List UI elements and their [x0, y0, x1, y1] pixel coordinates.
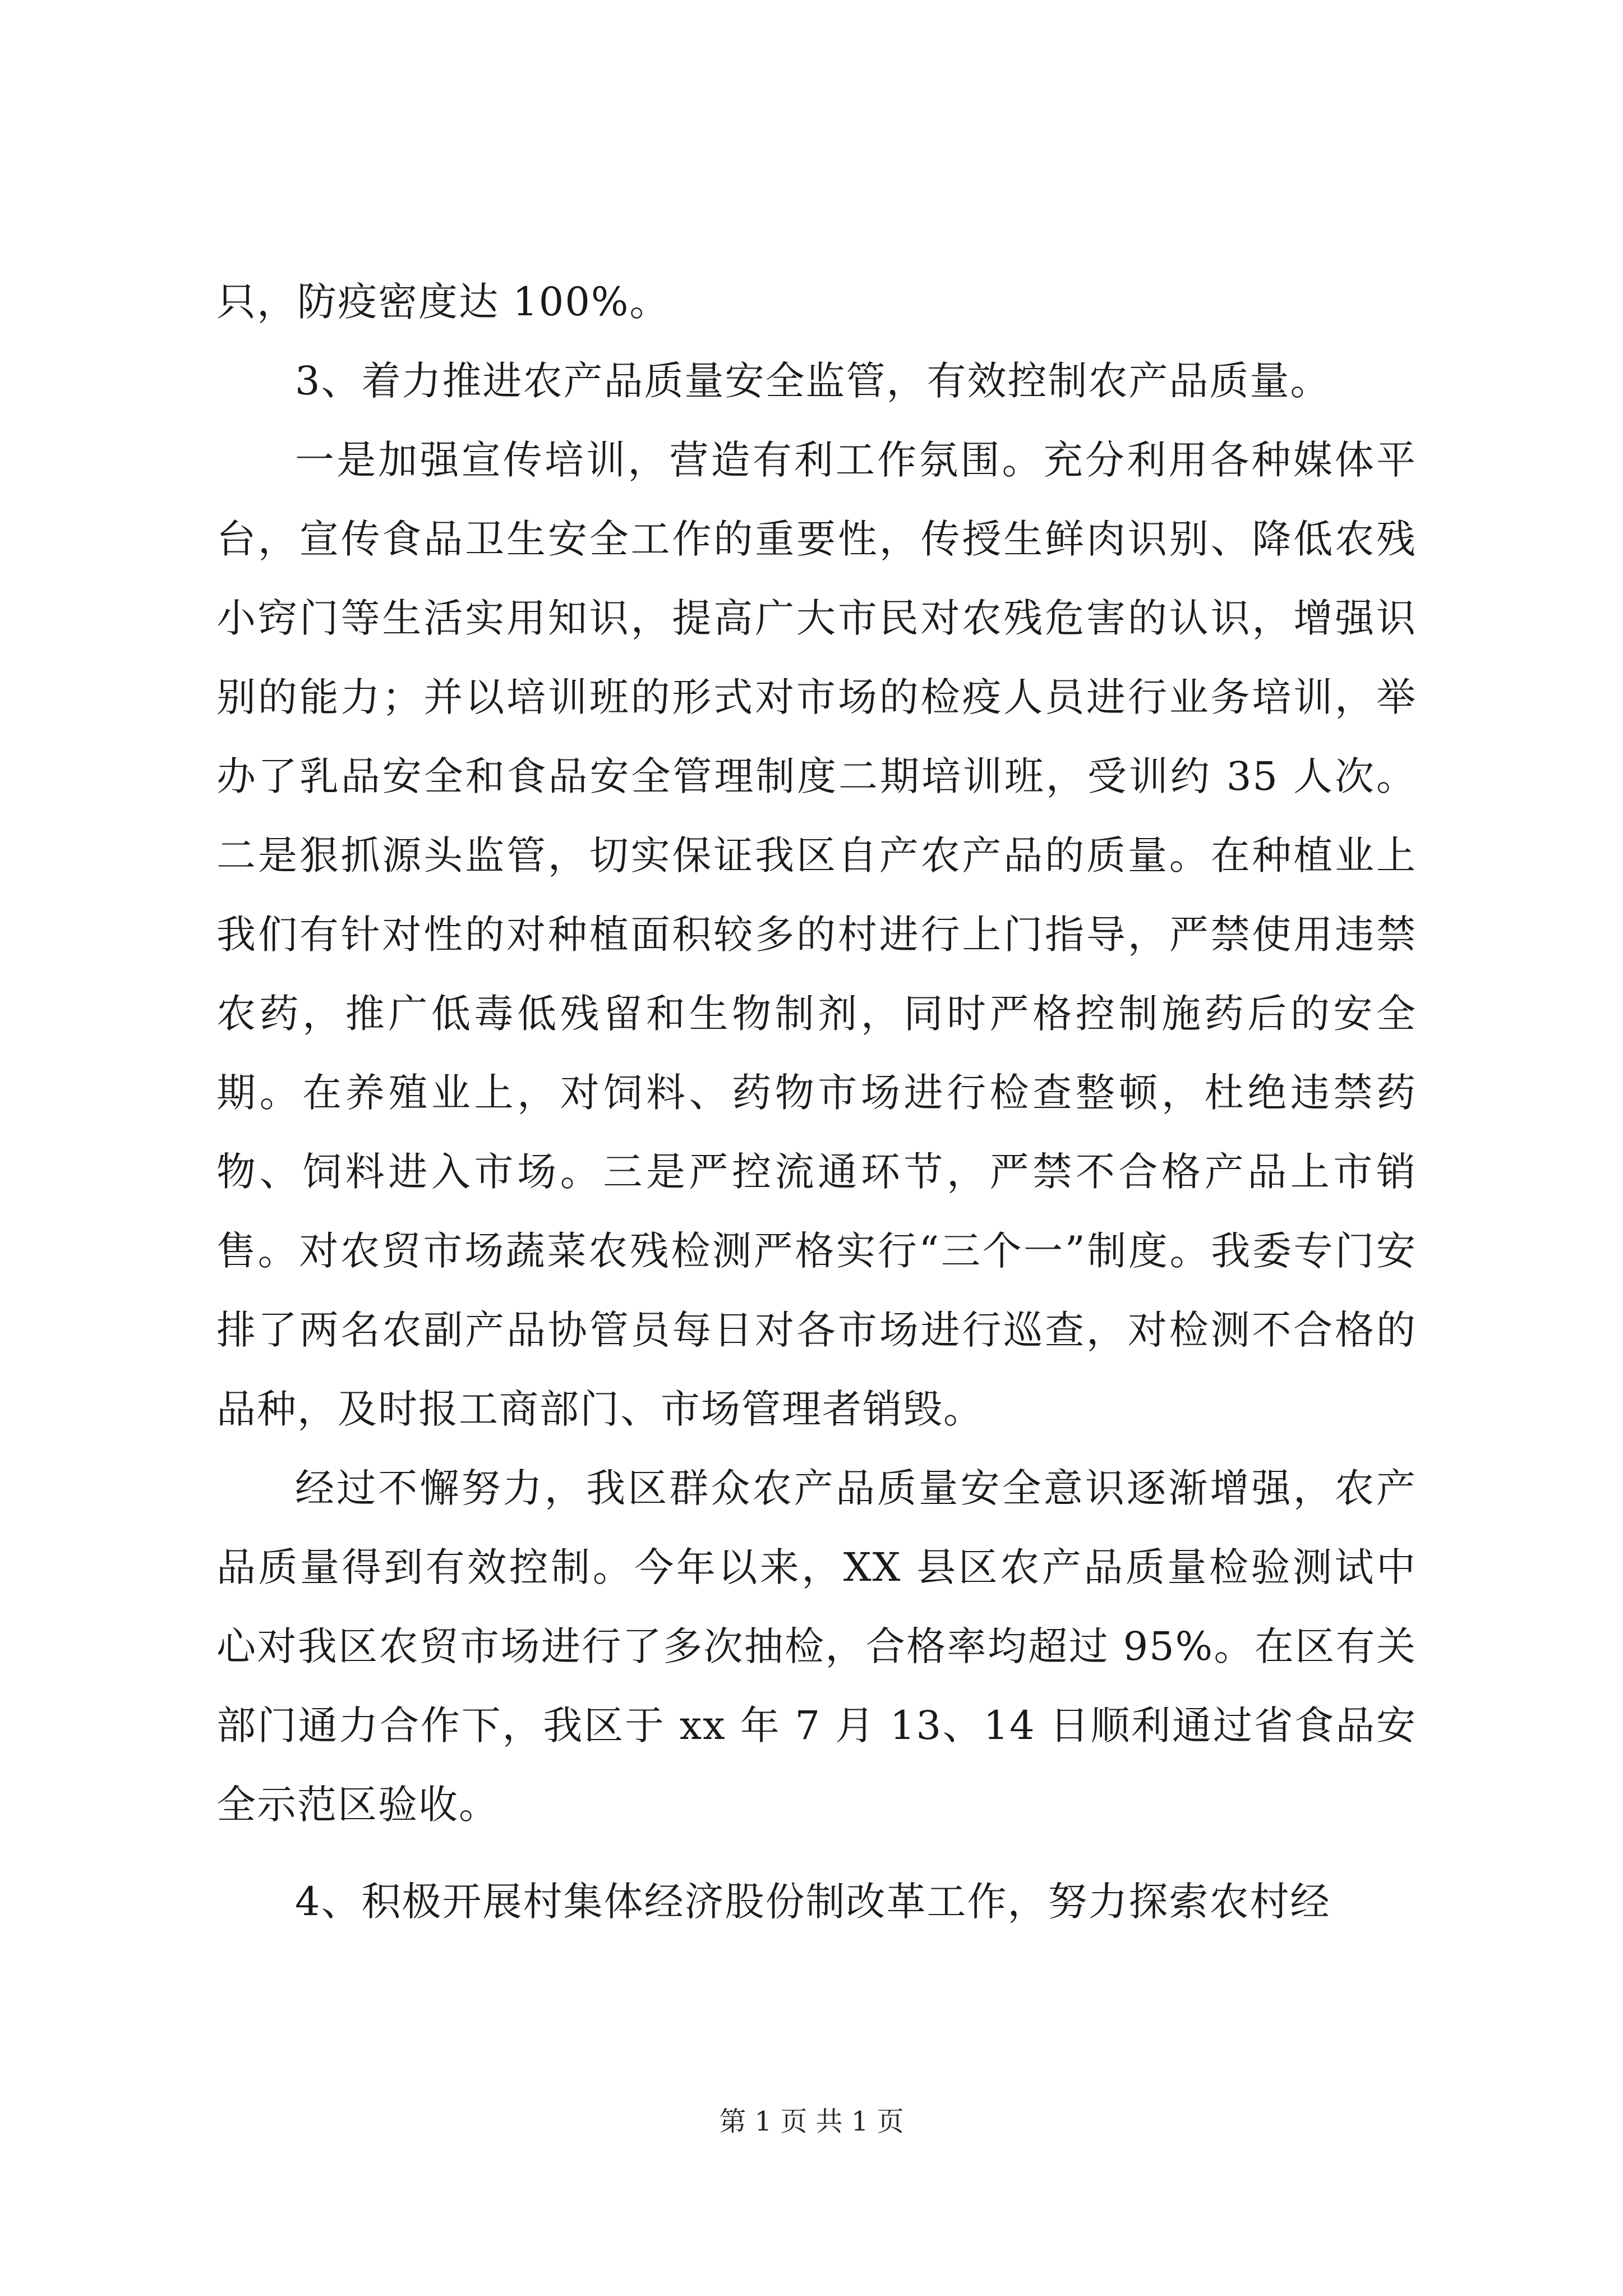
page-footer: 第 1 页 共 1 页	[719, 2106, 904, 2137]
paragraph-continuation: 只，防疫密度达 100%。	[216, 279, 670, 325]
paragraph-training-supervision: 一是加强宣传培训，营造有利工作氛围。充分利用各种媒体平台，宣传食品卫生安全工作的重要性，传授生鲜肉识别、降低农残小窍门等生活实用知识，提高广大市民对农残危害的认识，增强识别的能力；并以培训班的形式对市场的检疫人员进行业务培训，举办了乳品安全和食品安全管理制度二期培训班，受训约 35 人次。二是狠抓源头监管，切实保证我区自产农产品的质量。在种植业上我们有针对性的对种植面积较多的村进行上门指导，严禁使用违禁农药，推广低毒低残留和生物制剂，同时严格控制施药后的安全期。在养殖业上，对饲料、药物市场进行检查整顿，杜绝违禁药物、饲料进入市场。三是严控流通环节，严禁不合格产品上市销售。对农贸市场蔬菜农残检测严格实行“三个一”制度。我委专门安排了两名农副产品协管员每日对各市场进行巡查，对检测不合格的品种，及时报工商部门、市场管理者销毁。	[216, 437, 1417, 1432]
document-body	[216, 263, 1417, 1941]
section-heading-3: 3、着力推进农产品质量安全监管，有效控制农产品质量。	[295, 358, 1331, 404]
section-heading-4: 4、积极开展村集体经济股份制改革工作，努力探索农村经	[295, 1879, 1331, 1925]
paragraph-results: 经过不懈努力，我区群众农产品质量安全意识逐渐增强，农产品质量得到有效控制。今年以来，XX 县区农产品质量检验测试中心对我区农贸市场进行了多次抽检，合格率均超过 95%。在区有关部门通力合作下，我区于 xx 年 7 月 13、14 日顺利通过省食品安全示范区验收。	[216, 1465, 1417, 1828]
